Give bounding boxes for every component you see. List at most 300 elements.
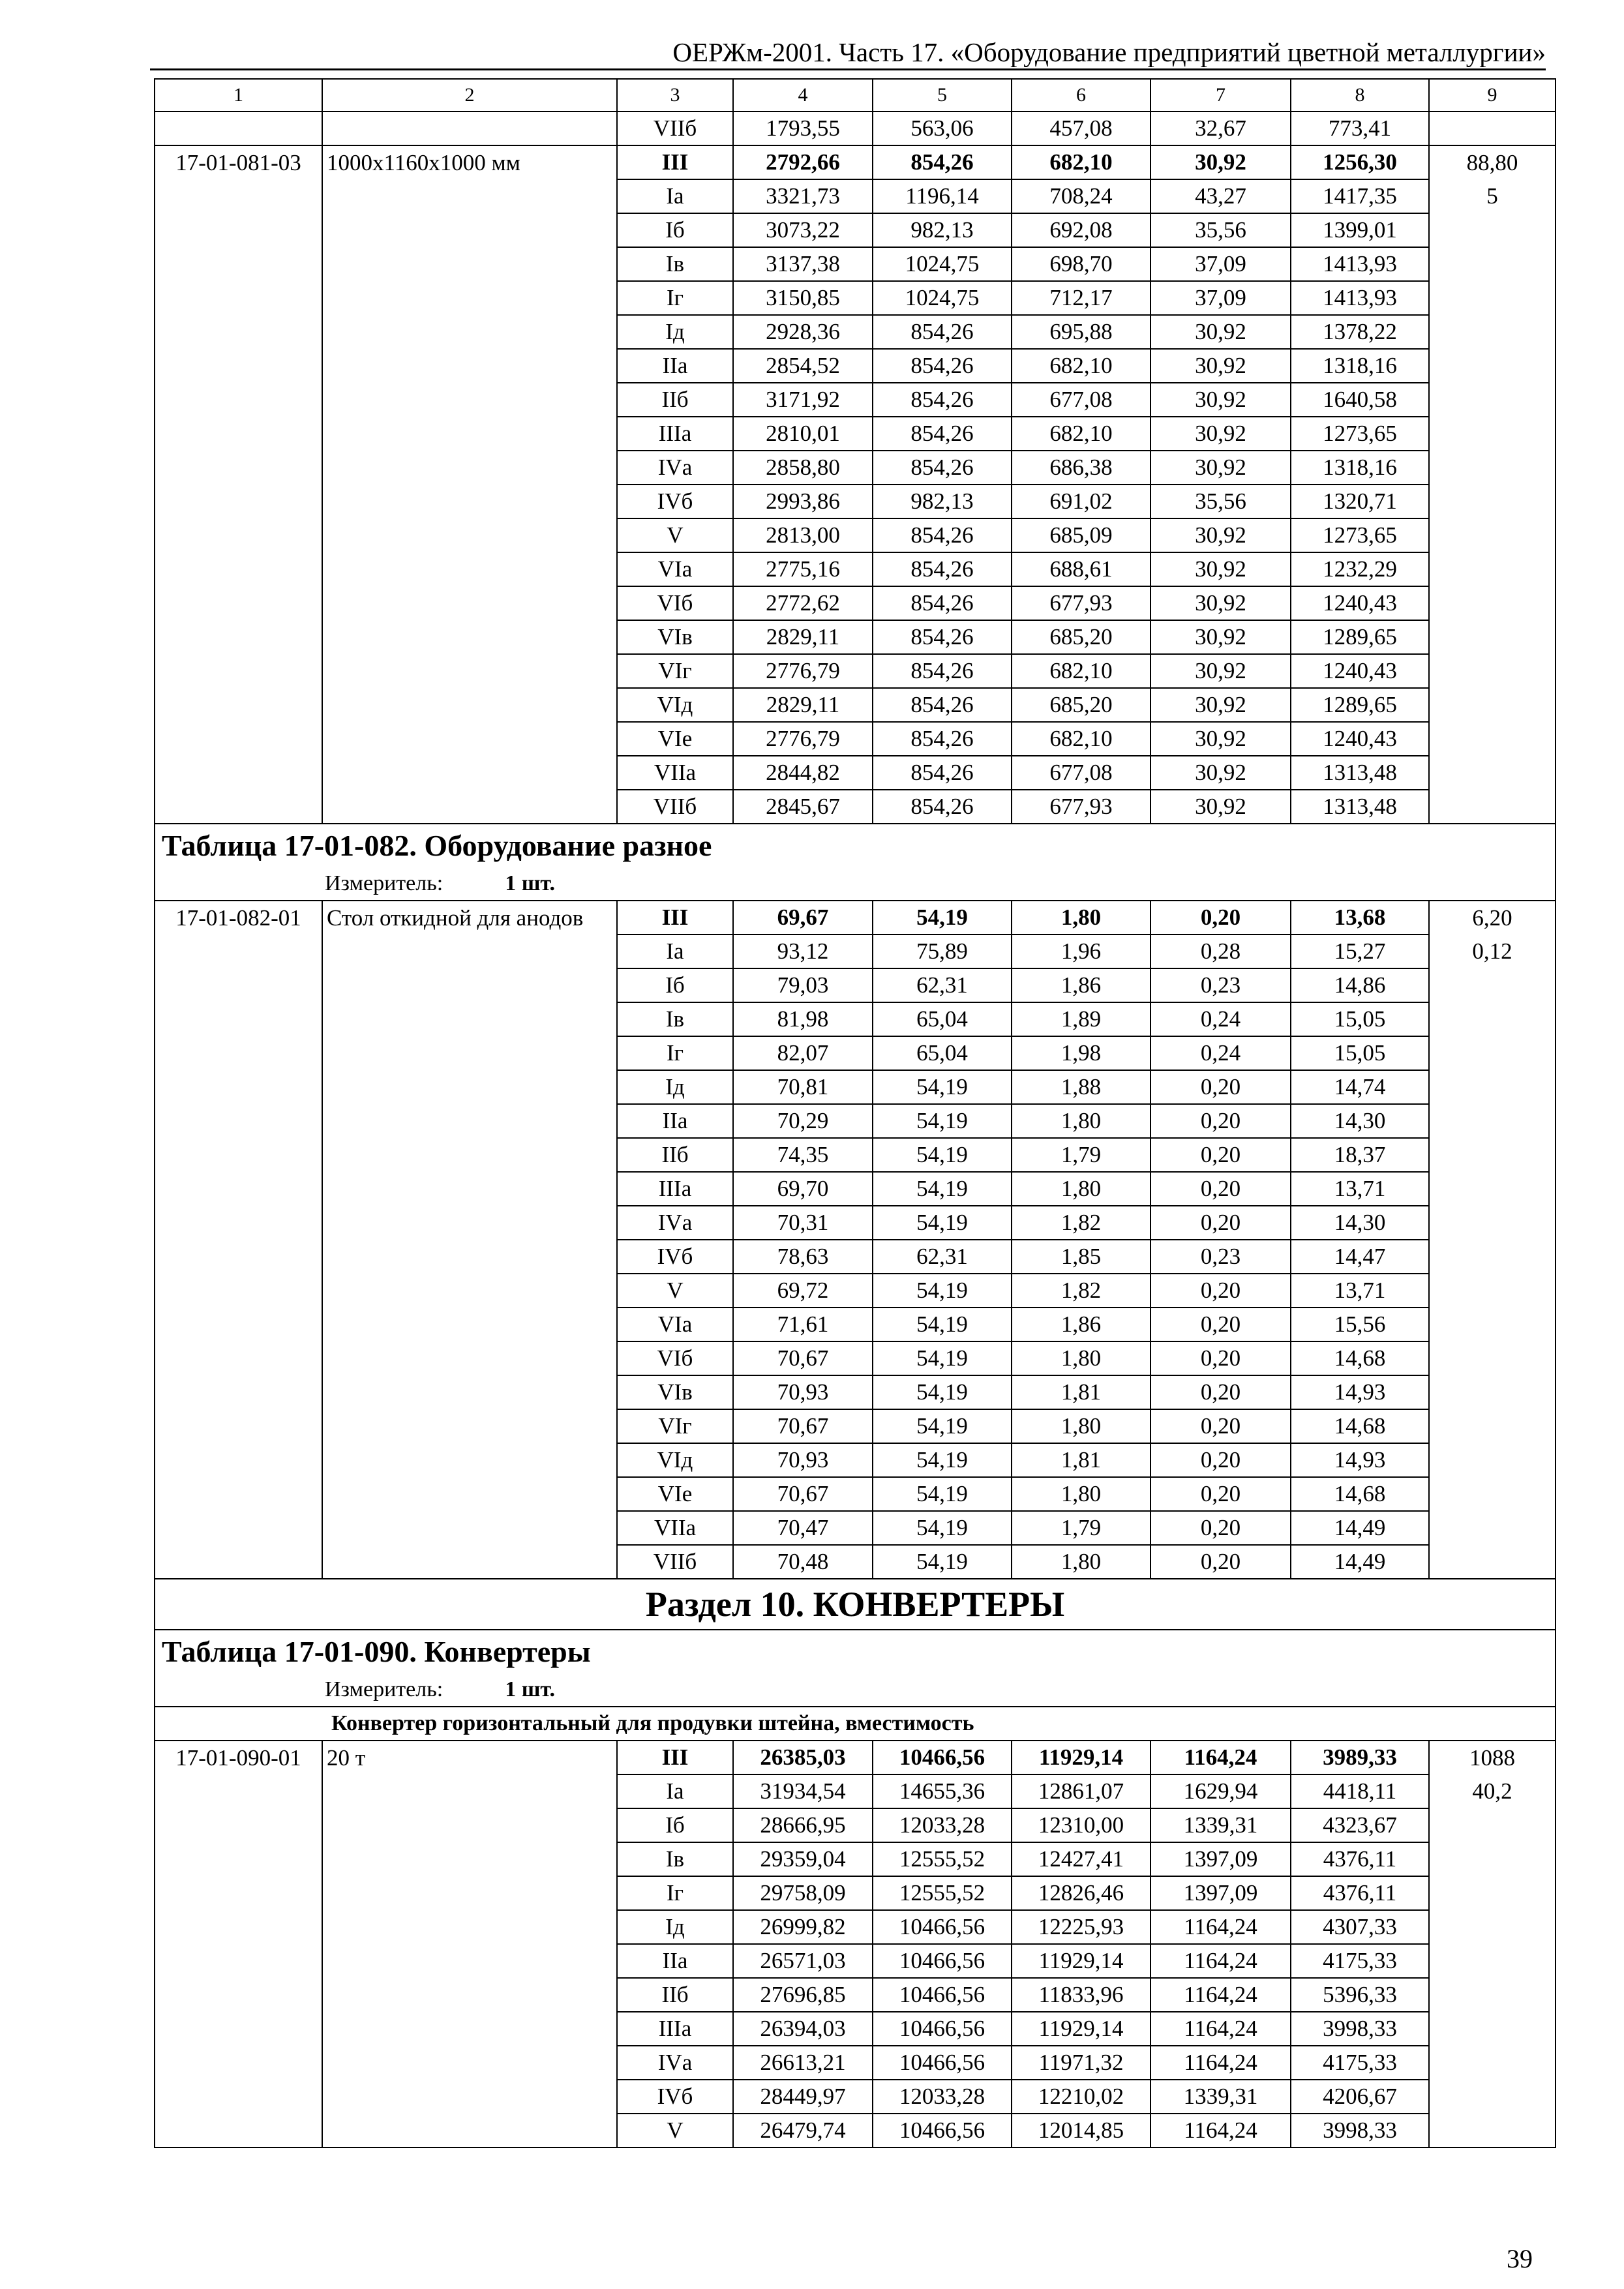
region-code: VIе	[617, 1477, 733, 1511]
region-code: Iв	[617, 1002, 733, 1036]
region-code: IIа	[617, 1944, 733, 1978]
region-code: IIа	[617, 349, 733, 383]
region-code: IVа	[617, 2046, 733, 2080]
total-cost: 70,29	[733, 1104, 873, 1138]
labor-cost: 54,19	[873, 1070, 1012, 1104]
operator-wage: 1397,09	[1150, 1876, 1291, 1910]
item-name	[322, 552, 617, 586]
region-code: V	[617, 2114, 733, 2147]
operator-wage: 0,20	[1150, 1274, 1291, 1308]
total-cost: 70,47	[733, 1511, 873, 1545]
labor-hours	[1429, 1910, 1556, 1944]
operator-wage: 1164,24	[1150, 1910, 1291, 1944]
item-name	[322, 518, 617, 552]
materials-cost: 4175,33	[1291, 2046, 1429, 2080]
labor-cost: 854,26	[873, 586, 1012, 620]
operator-wage: 0,20	[1150, 1104, 1291, 1138]
operator-wage: 0,20	[1150, 1138, 1291, 1172]
labor-hours	[1429, 247, 1556, 281]
table-row	[155, 213, 1556, 247]
total-cost: 2845,67	[733, 790, 873, 824]
machine-cost: 677,93	[1012, 586, 1150, 620]
operator-wage: 30,92	[1150, 620, 1291, 654]
table-row	[155, 1308, 1556, 1341]
item-code	[155, 1808, 322, 1842]
machine-cost: 11929,14	[1012, 1741, 1150, 1774]
machine-cost: 1,80	[1012, 901, 1150, 935]
machine-cost: 695,88	[1012, 315, 1150, 349]
total-cost: 3171,92	[733, 383, 873, 417]
item-name	[322, 383, 617, 417]
item-name	[322, 1477, 617, 1511]
machine-cost: 12427,41	[1012, 1842, 1150, 1876]
item-name	[322, 213, 617, 247]
total-cost: 26479,74	[733, 2114, 873, 2147]
item-code	[155, 586, 322, 620]
total-cost: 2829,11	[733, 620, 873, 654]
item-name	[322, 586, 617, 620]
machine-cost: 1,85	[1012, 1240, 1150, 1274]
table-row	[155, 1443, 1556, 1477]
item-name	[322, 1341, 617, 1375]
item-code	[155, 756, 322, 790]
column-number-row	[155, 79, 1556, 112]
item-code	[155, 1036, 322, 1070]
region-code: Iв	[617, 1842, 733, 1876]
labor-cost: 54,19	[873, 1375, 1012, 1409]
labor-cost: 54,19	[873, 1443, 1012, 1477]
region-code: IVа	[617, 451, 733, 485]
machine-cost: 11929,14	[1012, 1944, 1150, 1978]
labor-hours	[1429, 1341, 1556, 1375]
labor-cost: 10466,56	[873, 2114, 1012, 2147]
item-code	[155, 1443, 322, 1477]
region-code: IIб	[617, 1138, 733, 1172]
item-code	[155, 315, 322, 349]
labor-hours	[1429, 2046, 1556, 2080]
region-code: III	[617, 901, 733, 935]
table-row	[155, 586, 1556, 620]
region-code: IVа	[617, 1206, 733, 1240]
table-body	[155, 79, 1556, 2147]
machine-cost: 682,10	[1012, 145, 1150, 179]
total-cost: 27696,85	[733, 1978, 873, 2012]
total-cost: 70,93	[733, 1443, 873, 1477]
region-code: IIа	[617, 1104, 733, 1138]
table-title: Таблица 17-01-082. Оборудование разное	[155, 824, 1556, 867]
labor-hours	[1429, 1036, 1556, 1070]
item-code	[155, 1138, 322, 1172]
item-name	[322, 1240, 617, 1274]
item-code	[155, 1240, 322, 1274]
labor-cost: 12555,52	[873, 1876, 1012, 1910]
operator-wage: 1397,09	[1150, 1842, 1291, 1876]
item-name	[322, 1172, 617, 1206]
materials-cost: 14,30	[1291, 1206, 1429, 1240]
labor-cost: 54,19	[873, 1274, 1012, 1308]
materials-cost: 1289,65	[1291, 620, 1429, 654]
region-code: Iа	[617, 179, 733, 213]
labor-hours	[1429, 552, 1556, 586]
labor-cost: 54,19	[873, 1511, 1012, 1545]
operator-wage: 0,24	[1150, 1002, 1291, 1036]
item-name	[322, 1002, 617, 1036]
materials-cost: 1240,43	[1291, 654, 1429, 688]
materials-cost: 1289,65	[1291, 688, 1429, 722]
machine-cost: 1,79	[1012, 1511, 1150, 1545]
region-code: VIг	[617, 1409, 733, 1443]
labor-hours	[1429, 383, 1556, 417]
machine-cost: 677,08	[1012, 756, 1150, 790]
machine-cost: 712,17	[1012, 281, 1150, 315]
column-number: 6	[1012, 79, 1150, 112]
labor-cost: 12033,28	[873, 1808, 1012, 1842]
item-name	[322, 485, 617, 518]
materials-cost: 14,47	[1291, 1240, 1429, 1274]
column-number: 5	[873, 79, 1012, 112]
table-row	[155, 1876, 1556, 1910]
machine-cost: 11971,32	[1012, 2046, 1150, 2080]
table-row	[155, 281, 1556, 315]
total-cost: 70,67	[733, 1477, 873, 1511]
item-code	[155, 935, 322, 968]
machine-cost: 1,96	[1012, 935, 1150, 968]
labor-cost: 54,19	[873, 1341, 1012, 1375]
machine-cost: 1,80	[1012, 1477, 1150, 1511]
table-row	[155, 901, 1556, 935]
unit-row	[155, 867, 1556, 901]
operator-wage: 0,20	[1150, 1341, 1291, 1375]
item-name	[322, 1036, 617, 1070]
running-title: ОЕРЖм-2001. Часть 17. «Оборудование предприятий цветной металлургии»	[672, 37, 1546, 67]
item-name	[322, 2046, 617, 2080]
materials-cost: 1232,29	[1291, 552, 1429, 586]
unit-value: 1 шт.	[505, 871, 556, 895]
region-code: V	[617, 1274, 733, 1308]
item-name	[322, 935, 617, 968]
item-name	[322, 417, 617, 451]
operator-wage: 37,09	[1150, 247, 1291, 281]
table-row	[155, 112, 1556, 145]
total-cost: 2792,66	[733, 145, 873, 179]
table-row	[155, 1070, 1556, 1104]
labor-cost: 12555,52	[873, 1842, 1012, 1876]
materials-cost: 3998,33	[1291, 2012, 1429, 2046]
item-code	[155, 1341, 322, 1375]
labor-hours: 0,12	[1429, 935, 1556, 968]
total-cost: 70,67	[733, 1341, 873, 1375]
total-cost: 2813,00	[733, 518, 873, 552]
item-name	[322, 1876, 617, 1910]
labor-cost: 10466,56	[873, 1910, 1012, 1944]
labor-hours	[1429, 654, 1556, 688]
item-code	[155, 1978, 322, 2012]
region-code: VIIа	[617, 756, 733, 790]
operator-wage: 0,20	[1150, 1545, 1291, 1579]
operator-wage: 1339,31	[1150, 1808, 1291, 1842]
operator-wage: 1164,24	[1150, 2012, 1291, 2046]
machine-cost: 685,09	[1012, 518, 1150, 552]
labor-cost: 854,26	[873, 688, 1012, 722]
labor-hours	[1429, 722, 1556, 756]
region-code: Iа	[617, 935, 733, 968]
operator-wage: 0,20	[1150, 1477, 1291, 1511]
operator-wage: 0,28	[1150, 935, 1291, 968]
table-row	[155, 2046, 1556, 2080]
item-code	[155, 1070, 322, 1104]
subheading: Конвертер горизонтальный для продувки штейна, вместимость	[155, 1707, 1556, 1741]
region-code: Iг	[617, 281, 733, 315]
item-code	[155, 349, 322, 383]
item-code	[155, 1172, 322, 1206]
operator-wage: 30,92	[1150, 417, 1291, 451]
table-title-row	[155, 824, 1556, 867]
labor-hours	[1429, 1978, 1556, 2012]
item-name	[322, 790, 617, 824]
machine-cost: 1,79	[1012, 1138, 1150, 1172]
unit-label: Измеритель:	[325, 871, 444, 895]
materials-cost: 4206,67	[1291, 2080, 1429, 2114]
region-code: VIд	[617, 688, 733, 722]
region-code: VIг	[617, 654, 733, 688]
table-row	[155, 1138, 1556, 1172]
labor-cost: 10466,56	[873, 2012, 1012, 2046]
machine-cost: 682,10	[1012, 349, 1150, 383]
total-cost: 2772,62	[733, 586, 873, 620]
materials-cost: 3998,33	[1291, 2114, 1429, 2147]
labor-cost: 854,26	[873, 790, 1012, 824]
table-row	[155, 1978, 1556, 2012]
region-code: IVб	[617, 2080, 733, 2114]
item-code	[155, 1545, 322, 1579]
item-name	[322, 722, 617, 756]
operator-wage: 30,92	[1150, 688, 1291, 722]
machine-cost: 1,80	[1012, 1341, 1150, 1375]
labor-hours: 40,2	[1429, 1774, 1556, 1808]
table-row	[155, 145, 1556, 179]
item-name	[322, 1545, 617, 1579]
column-number: 4	[733, 79, 873, 112]
machine-cost: 1,98	[1012, 1036, 1150, 1070]
labor-hours	[1429, 2080, 1556, 2114]
region-code: Iб	[617, 968, 733, 1002]
materials-cost: 14,68	[1291, 1341, 1429, 1375]
materials-cost: 1240,43	[1291, 722, 1429, 756]
region-code: VIа	[617, 552, 733, 586]
table-row	[155, 1409, 1556, 1443]
materials-cost: 14,68	[1291, 1477, 1429, 1511]
region-code: III	[617, 145, 733, 179]
item-name	[322, 1070, 617, 1104]
labor-cost: 10466,56	[873, 2046, 1012, 2080]
materials-cost: 14,30	[1291, 1104, 1429, 1138]
labor-hours	[1429, 790, 1556, 824]
total-cost: 26613,21	[733, 2046, 873, 2080]
operator-wage: 0,23	[1150, 1240, 1291, 1274]
total-cost: 93,12	[733, 935, 873, 968]
item-name	[322, 1443, 617, 1477]
machine-cost: 1,88	[1012, 1070, 1150, 1104]
labor-hours	[1429, 1002, 1556, 1036]
operator-wage: 0,23	[1150, 968, 1291, 1002]
operator-wage: 1164,24	[1150, 2114, 1291, 2147]
item-name	[322, 2012, 617, 2046]
total-cost: 29359,04	[733, 1842, 873, 1876]
labor-cost: 10466,56	[873, 1944, 1012, 1978]
table-row	[155, 1477, 1556, 1511]
operator-wage: 37,09	[1150, 281, 1291, 315]
operator-wage: 30,92	[1150, 552, 1291, 586]
machine-cost: 688,61	[1012, 552, 1150, 586]
table-row	[155, 688, 1556, 722]
materials-cost: 13,68	[1291, 901, 1429, 935]
labor-cost: 854,26	[873, 620, 1012, 654]
machine-cost: 1,80	[1012, 1172, 1150, 1206]
item-name	[322, 247, 617, 281]
labor-cost: 12033,28	[873, 2080, 1012, 2114]
table-row	[155, 756, 1556, 790]
item-name	[322, 179, 617, 213]
labor-cost: 854,26	[873, 417, 1012, 451]
materials-cost: 1318,16	[1291, 451, 1429, 485]
materials-cost: 14,86	[1291, 968, 1429, 1002]
labor-hours	[1429, 1104, 1556, 1138]
item-code	[155, 1206, 322, 1240]
total-cost: 2776,79	[733, 654, 873, 688]
operator-wage: 35,56	[1150, 213, 1291, 247]
unit-cell	[155, 1673, 1556, 1707]
total-cost: 82,07	[733, 1036, 873, 1070]
item-code	[155, 1375, 322, 1409]
operator-wage: 0,24	[1150, 1036, 1291, 1070]
materials-cost: 15,27	[1291, 935, 1429, 968]
total-cost: 26385,03	[733, 1741, 873, 1774]
table-row	[155, 1842, 1556, 1876]
total-cost: 26999,82	[733, 1910, 873, 1944]
labor-cost: 1196,14	[873, 179, 1012, 213]
total-cost: 81,98	[733, 1002, 873, 1036]
table-row	[155, 485, 1556, 518]
materials-cost: 4175,33	[1291, 1944, 1429, 1978]
region-code: VIIб	[617, 112, 733, 145]
operator-wage: 0,20	[1150, 1172, 1291, 1206]
table-row	[155, 2012, 1556, 2046]
machine-cost: 11833,96	[1012, 1978, 1150, 2012]
item-code	[155, 620, 322, 654]
table-row	[155, 1002, 1556, 1036]
table-row	[155, 451, 1556, 485]
operator-wage: 30,92	[1150, 451, 1291, 485]
region-code: VIв	[617, 620, 733, 654]
item-code	[155, 485, 322, 518]
total-cost: 78,63	[733, 1240, 873, 1274]
materials-cost: 4323,67	[1291, 1808, 1429, 1842]
labor-hours	[1429, 586, 1556, 620]
item-code	[155, 2080, 322, 2114]
labor-hours	[1429, 213, 1556, 247]
table-row	[155, 722, 1556, 756]
operator-wage: 30,92	[1150, 145, 1291, 179]
table-row	[155, 1104, 1556, 1138]
item-code	[155, 179, 322, 213]
region-code: VIд	[617, 1443, 733, 1477]
operator-wage: 30,92	[1150, 790, 1291, 824]
item-code	[155, 281, 322, 315]
machine-cost: 677,93	[1012, 790, 1150, 824]
item-code	[155, 213, 322, 247]
materials-cost: 14,49	[1291, 1511, 1429, 1545]
machine-cost: 12210,02	[1012, 2080, 1150, 2114]
labor-hours	[1429, 1944, 1556, 1978]
item-code	[155, 112, 322, 145]
table-row	[155, 315, 1556, 349]
item-code	[155, 1308, 322, 1341]
materials-cost: 4418,11	[1291, 1774, 1429, 1808]
total-cost: 1793,55	[733, 112, 873, 145]
total-cost: 31934,54	[733, 1774, 873, 1808]
labor-cost: 54,19	[873, 1477, 1012, 1511]
labor-cost: 54,19	[873, 901, 1012, 935]
item-name	[322, 1978, 617, 2012]
total-cost: 3321,73	[733, 179, 873, 213]
labor-cost: 54,19	[873, 1308, 1012, 1341]
region-code: Iв	[617, 247, 733, 281]
materials-cost: 1417,35	[1291, 179, 1429, 213]
region-code: VIв	[617, 1375, 733, 1409]
materials-cost: 15,05	[1291, 1036, 1429, 1070]
labor-hours	[1429, 1876, 1556, 1910]
materials-cost: 14,68	[1291, 1409, 1429, 1443]
total-cost: 70,93	[733, 1375, 873, 1409]
machine-cost: 1,81	[1012, 1375, 1150, 1409]
operator-wage: 35,56	[1150, 485, 1291, 518]
machine-cost: 1,86	[1012, 1308, 1150, 1341]
labor-hours	[1429, 1842, 1556, 1876]
item-name	[322, 1774, 617, 1808]
unit-row	[155, 1673, 1556, 1707]
item-code: 17-01-081-03	[155, 145, 322, 179]
table-row	[155, 1808, 1556, 1842]
labor-hours	[1429, 1409, 1556, 1443]
total-cost: 2993,86	[733, 485, 873, 518]
item-name	[322, 349, 617, 383]
table-row	[155, 790, 1556, 824]
labor-hours: 1088	[1429, 1741, 1556, 1774]
item-name	[322, 112, 617, 145]
labor-hours	[1429, 1240, 1556, 1274]
table-row	[155, 1375, 1556, 1409]
machine-cost: 12225,93	[1012, 1910, 1150, 1944]
materials-cost: 1640,58	[1291, 383, 1429, 417]
item-name	[322, 1409, 617, 1443]
table-row	[155, 968, 1556, 1002]
item-name	[322, 756, 617, 790]
operator-wage: 30,92	[1150, 349, 1291, 383]
operator-wage: 0,20	[1150, 1206, 1291, 1240]
total-cost: 2776,79	[733, 722, 873, 756]
labor-cost: 54,19	[873, 1545, 1012, 1579]
region-code: Iд	[617, 1070, 733, 1104]
materials-cost: 1318,16	[1291, 349, 1429, 383]
operator-wage: 30,92	[1150, 756, 1291, 790]
region-code: IIб	[617, 383, 733, 417]
total-cost: 74,35	[733, 1138, 873, 1172]
unit-label: Измеритель:	[325, 1677, 444, 1701]
labor-cost: 75,89	[873, 935, 1012, 968]
materials-cost: 1313,48	[1291, 756, 1429, 790]
column-number: 7	[1150, 79, 1291, 112]
machine-cost: 1,80	[1012, 1104, 1150, 1138]
